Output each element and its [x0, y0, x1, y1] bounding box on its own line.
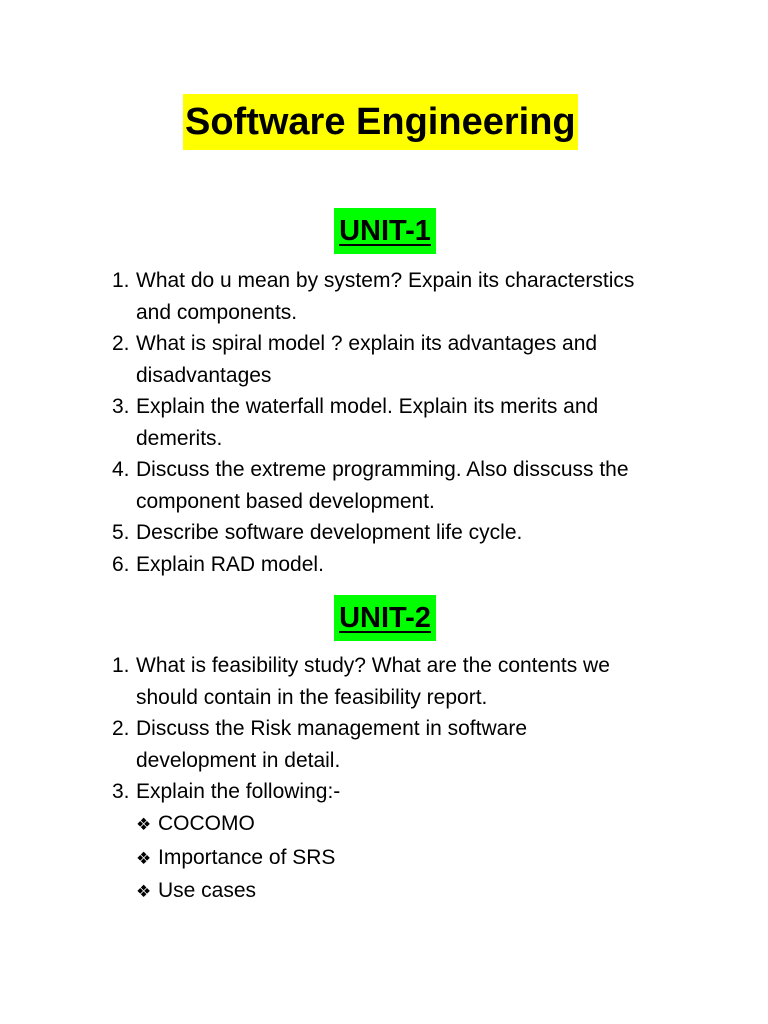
question-line: Explain the following:-: [136, 780, 341, 803]
question-number: 2.: [112, 717, 130, 740]
list-item: [0, 454, 768, 517]
sublist-item-use-cases: [136, 875, 768, 909]
unit-1-heading: UNIT-1: [334, 208, 436, 254]
question-number: 2.: [112, 332, 130, 355]
question-line: demerits.: [136, 426, 223, 450]
question-number: 6.: [112, 552, 130, 576]
question-line: and components.: [136, 300, 298, 324]
list-item: [0, 517, 768, 549]
list-item: [0, 391, 768, 454]
following-sublist: [0, 808, 768, 909]
list-item: [0, 328, 768, 391]
question-line: disadvantages: [136, 363, 272, 387]
question-number: 1.: [112, 654, 130, 677]
question-number: 3.: [112, 395, 130, 418]
question-line: component based development.: [136, 489, 435, 513]
question-line: What is spiral model ? explain its advantages and: [136, 332, 598, 355]
question-number: 1.: [112, 269, 130, 292]
question-line: Explain RAD model.: [136, 552, 324, 576]
diamond-star-bullet-icon: ❖: [136, 882, 152, 902]
unit-2-question-list: [0, 650, 768, 808]
sublist-item-label: COCOMO: [158, 812, 255, 835]
list-item: [0, 776, 768, 808]
diamond-star-bullet-icon: ❖: [136, 848, 152, 869]
question-line: What do u mean by system? Expain its characterstics: [136, 269, 635, 292]
list-item: [0, 549, 768, 581]
list-item: [0, 265, 768, 328]
page-title: Software Engineering: [183, 94, 578, 150]
list-item: [0, 650, 768, 713]
question-line: should contain in the feasibility report.: [136, 685, 488, 709]
sublist-item-cocomo: [136, 808, 768, 842]
question-line: Discuss the extreme programming. Also disscuss the: [136, 458, 629, 481]
question-text: [136, 650, 696, 713]
question-line: development in detail.: [136, 748, 341, 772]
question-text: [136, 713, 696, 776]
unit-1-question-list: [0, 265, 768, 580]
question-number: 3.: [112, 780, 130, 803]
unit-2-heading: UNIT-2: [334, 595, 436, 641]
question-text: [136, 776, 696, 808]
question-text: [136, 454, 696, 517]
question-text: [136, 265, 696, 328]
question-number: 5.: [112, 521, 130, 544]
question-text: [136, 328, 696, 391]
question-number: 4.: [112, 458, 130, 481]
sublist-item-label: Use cases: [158, 879, 257, 902]
question-line: What is feasibility study? What are the contents we: [136, 654, 610, 677]
list-item: [0, 713, 768, 776]
diamond-star-bullet-icon: ❖: [136, 815, 152, 835]
question-text: [136, 517, 696, 549]
question-text: [136, 549, 696, 581]
question-text: [136, 391, 696, 454]
question-line: Explain the waterfall model. Explain its merits and: [136, 395, 599, 418]
question-line: Discuss the Risk management in software: [136, 717, 527, 740]
sublist-item-label: Importance of SRS: [158, 845, 336, 869]
question-line: Describe software development life cycle.: [136, 521, 523, 544]
sublist-item-srs: [136, 842, 768, 876]
